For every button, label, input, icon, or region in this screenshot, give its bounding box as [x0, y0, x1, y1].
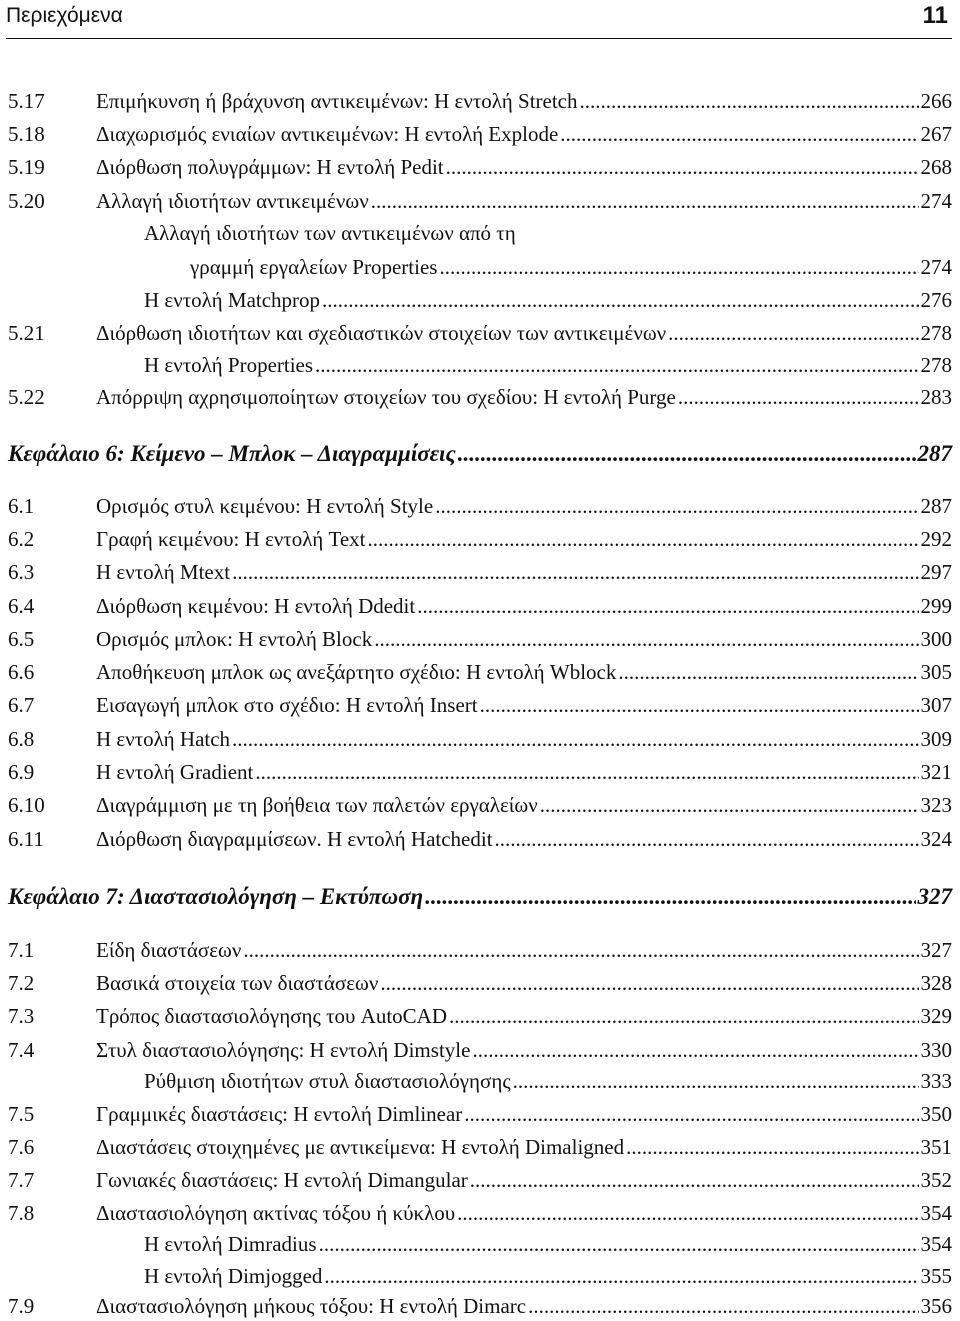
- toc-entry: [8, 524, 952, 554]
- toc-entry: [8, 935, 952, 965]
- toc-entry: [8, 119, 952, 149]
- dot-leader: [425, 880, 915, 914]
- toc-entry: [8, 557, 952, 587]
- toc-entry-title: Αλλαγή ιδιοτήτων αντικειμένων: [96, 189, 369, 213]
- toc-entry-title: Διόρθωση κειμένου: Η εντολή Ddedit: [96, 594, 416, 618]
- toc-entry-line: [8, 437, 952, 471]
- page-number: 11: [922, 2, 948, 29]
- toc-page-number: 327: [920, 938, 952, 962]
- toc-entry-line: [96, 690, 952, 720]
- toc-page-number: 283: [920, 385, 952, 409]
- toc-entry-title: Διαστασιολόγηση μήκους τόξου: Η εντολή Dimarc: [96, 1294, 527, 1318]
- toc-entry-line: [96, 757, 952, 787]
- toc-page-number: 333: [920, 1069, 952, 1093]
- toc-page-number: 355: [920, 1264, 952, 1288]
- toc-entry: [8, 152, 952, 182]
- toc-entry-line: [190, 252, 952, 282]
- toc-section-number: 5.21: [8, 321, 45, 345]
- toc-entry-line: [144, 218, 516, 248]
- toc-page-number: 323: [920, 793, 952, 817]
- dot-leader: [513, 1066, 919, 1096]
- toc-page-number: 297: [920, 560, 952, 584]
- toc-section-number: 7.6: [8, 1135, 35, 1159]
- toc-page-number: 287: [920, 494, 952, 518]
- running-title: Περιεχόμενα: [6, 4, 123, 27]
- toc-section-number: 5.20: [8, 189, 45, 213]
- toc-entry: [8, 1198, 952, 1228]
- toc-entry-title: Διόρθωση ιδιοτήτων και σχεδιαστικών στοιχείων των αντικειμένων: [96, 321, 667, 345]
- toc-page-number: 287: [917, 441, 952, 466]
- toc-page-number: 352: [920, 1168, 952, 1192]
- toc-page-number: 328: [920, 971, 952, 995]
- toc-entry-title: Εισαγωγή μπλοκ στο σχέδιο: Η εντολή Insert: [96, 693, 478, 717]
- toc-entry-line: [144, 1229, 952, 1259]
- toc-entry: [8, 690, 952, 720]
- toc-entry-title: Τρόπος διαστασιολόγησης του AutoCAD: [96, 1004, 447, 1028]
- toc-section-number: 6.4: [8, 594, 35, 618]
- dot-leader: [560, 119, 918, 149]
- toc-section-number: 6.8: [8, 727, 35, 751]
- toc-section-number: 6.9: [8, 760, 35, 784]
- toc-entry-title: Ρύθμιση ιδιοτήτων στυλ διαστασιολόγησης: [144, 1069, 511, 1093]
- toc-page-number: 274: [920, 189, 952, 213]
- toc-chapter-heading: [8, 437, 952, 471]
- toc-entry-title: Η εντολή Dimradius: [144, 1232, 317, 1256]
- dot-leader: [480, 690, 919, 720]
- toc-entry-line: [96, 624, 952, 654]
- dot-leader: [464, 1099, 918, 1129]
- dot-leader: [371, 186, 919, 216]
- toc-page-number: 351: [920, 1135, 952, 1159]
- toc-entry-title: Γραφή κειμένου: Η εντολή Text: [96, 527, 366, 551]
- dot-leader: [374, 624, 918, 654]
- toc-entry: [8, 1001, 952, 1031]
- toc-section-number: 7.2: [8, 971, 35, 995]
- dot-leader: [243, 935, 918, 965]
- chapter-title: Κεφάλαιο 6: Κείμενο – Μπλοκ – Διαγραμμίσεις: [8, 441, 456, 466]
- toc-entry: [8, 285, 952, 315]
- toc-entry: [8, 318, 952, 348]
- toc-entry-title: Η εντολή Gradient: [96, 760, 254, 784]
- dot-leader: [435, 491, 918, 521]
- toc-entry-line: [144, 1261, 952, 1291]
- dot-leader: [470, 1165, 919, 1195]
- toc-section-number: 6.2: [8, 527, 35, 551]
- toc-section-number: 6.1: [8, 494, 35, 518]
- toc-entry-line: [96, 119, 952, 149]
- toc-page-number: 300: [920, 627, 952, 651]
- dot-leader: [324, 1261, 918, 1291]
- toc-entry: [8, 1099, 952, 1129]
- toc-entry-title: Αποθήκευση μπλοκ ως ανεξάρτητο σχέδιο: Η εντολή Wblock: [96, 660, 617, 684]
- toc-entry-line: [96, 790, 952, 820]
- toc-entry-title: Γραμμικές διαστάσεις: Η εντολή Dimlinear: [96, 1102, 463, 1126]
- toc-entry: [8, 968, 952, 998]
- toc-entry-line: [96, 968, 952, 998]
- dot-leader: [678, 382, 919, 412]
- dot-leader: [232, 724, 918, 754]
- toc-section-number: 7.9: [8, 1294, 35, 1318]
- toc-section-number: 6.6: [8, 660, 35, 684]
- toc-entry: [8, 657, 952, 687]
- page-header: [6, 0, 952, 39]
- toc-entry-title: Γωνιακές διαστάσεις: Η εντολή Dimangular: [96, 1168, 468, 1192]
- toc-entry-title: Βασικά στοιχεία των διαστάσεων: [96, 971, 379, 995]
- toc-entry-title: Είδη διαστάσεων: [96, 938, 242, 962]
- toc-section-number: 5.22: [8, 385, 45, 409]
- toc-page-number: 278: [920, 321, 952, 345]
- toc-entry: [8, 1291, 952, 1321]
- toc-entry-title: Η εντολή Hatch: [96, 727, 231, 751]
- toc-entry: [8, 757, 952, 787]
- toc-entry: [8, 624, 952, 654]
- toc-entry-line: [96, 1035, 952, 1065]
- dot-leader: [449, 1001, 919, 1031]
- dot-leader: [446, 152, 919, 182]
- toc-section-number: 6.3: [8, 560, 35, 584]
- toc-entry-title: Στυλ διαστασιολόγησης: Η εντολή Dimstyle: [96, 1038, 471, 1062]
- dot-leader: [457, 1198, 918, 1228]
- toc-entry-title: Απόρριψη αχρησιμοποίητων στοιχείων του σχεδίου: Η εντολή Purge: [96, 385, 676, 409]
- toc-entry-title: Η εντολή Matchprop: [144, 288, 321, 312]
- toc-entry-title: Διαστασιολόγηση ακτίνας τόξου ή κύκλου: [96, 1201, 456, 1225]
- toc-section-number: 7.8: [8, 1201, 35, 1225]
- toc-section-number: 7.4: [8, 1038, 35, 1062]
- toc-entry: [8, 218, 952, 248]
- dot-leader: [458, 437, 916, 471]
- toc-entry-title: γραμμή εργαλείων Properties: [190, 255, 438, 279]
- toc-entry: [8, 1165, 952, 1195]
- toc-page-number: 354: [920, 1232, 952, 1256]
- toc-page-number: 350: [920, 1102, 952, 1126]
- toc-entry-line: [144, 1066, 952, 1096]
- dot-leader: [319, 1229, 919, 1259]
- toc-entry-title: Ορισμός στυλ κειμένου: Η εντολή Style: [96, 494, 434, 518]
- toc-entry: [8, 252, 952, 282]
- toc-section-number: 5.17: [8, 89, 45, 113]
- toc-section-number: 6.7: [8, 693, 35, 717]
- dot-leader: [618, 657, 918, 687]
- toc-entry-title: Επιμήκυνση ή βράχυνση αντικειμένων: Η εντολή Stretch: [96, 89, 578, 113]
- dot-leader: [495, 824, 919, 854]
- toc-page-number: 274: [920, 255, 952, 279]
- toc-entry-line: [96, 524, 952, 554]
- toc-page-number: 329: [920, 1004, 952, 1028]
- toc-entry-line: [96, 824, 952, 854]
- dot-leader: [626, 1132, 918, 1162]
- toc-section-number: 5.19: [8, 155, 45, 179]
- toc-entry-line: [96, 382, 952, 412]
- dot-leader: [580, 86, 919, 116]
- toc-entry: [8, 724, 952, 754]
- chapter-title: Κεφάλαιο 7: Διαστασιολόγηση – Εκτύπωση: [8, 884, 424, 909]
- dot-leader: [322, 285, 918, 315]
- toc-entry-title: Η εντολή Properties: [144, 353, 314, 377]
- toc-section-number: 7.1: [8, 938, 35, 962]
- toc-entry-title: Η εντολή Mtext: [96, 560, 231, 584]
- toc-entry-line: [96, 1198, 952, 1228]
- toc-page-number: 276: [920, 288, 952, 312]
- toc-entry-line: [96, 1099, 952, 1129]
- toc-entry-line: [96, 724, 952, 754]
- toc-entry-title: Διαχωρισμός ενιαίων αντικειμένων: Η εντολή Explode: [96, 122, 559, 146]
- toc-section-number: 5.18: [8, 122, 45, 146]
- toc-entry: [8, 1066, 952, 1096]
- toc-page-number: 278: [920, 353, 952, 377]
- toc-entry-title: Διαγράμμιση με τη βοήθεια των παλετών εργαλείων: [96, 793, 538, 817]
- toc-page-number: 330: [920, 1038, 952, 1062]
- dot-leader: [417, 591, 918, 621]
- dot-leader: [368, 524, 919, 554]
- toc-entry-title: Αλλαγή ιδιοτήτων των αντικειμένων από τη: [144, 221, 516, 245]
- toc-entry: [8, 790, 952, 820]
- dot-leader: [315, 350, 918, 380]
- toc-page-number: 266: [920, 89, 952, 113]
- toc-entry: [8, 1035, 952, 1065]
- toc-entry-line: [144, 350, 952, 380]
- toc-section-number: 6.10: [8, 793, 45, 817]
- toc-page-number: 354: [920, 1201, 952, 1225]
- toc-section-number: 6.5: [8, 627, 35, 651]
- toc-page-number: 267: [920, 122, 952, 146]
- toc-page-number: 321: [920, 760, 952, 784]
- toc-entry-line: [96, 318, 952, 348]
- toc-entry-line: [96, 1132, 952, 1162]
- toc-section-number: 6.11: [8, 827, 44, 851]
- toc-page-number: 307: [920, 693, 952, 717]
- toc-entry: [8, 382, 952, 412]
- toc-entry-line: [96, 591, 952, 621]
- toc-entry: [8, 491, 952, 521]
- toc-entry-line: [96, 86, 952, 116]
- dot-leader: [540, 790, 919, 820]
- toc-section-number: 7.5: [8, 1102, 35, 1126]
- toc-entry-line: [96, 657, 952, 687]
- toc-page-number: 327: [917, 884, 952, 909]
- dot-leader: [232, 557, 918, 587]
- toc-page-number: 356: [920, 1294, 952, 1318]
- toc-section-number: 7.3: [8, 1004, 35, 1028]
- dot-leader: [380, 968, 918, 998]
- toc-entry-line: [96, 1291, 952, 1321]
- dot-leader: [255, 757, 918, 787]
- toc-entry: [8, 1261, 952, 1291]
- toc-entry: [8, 186, 952, 216]
- dot-leader: [472, 1035, 918, 1065]
- toc-entry-title: Διόρθωση πολυγράμμων: Η εντολή Pedit: [96, 155, 444, 179]
- dot-leader: [528, 1291, 918, 1321]
- toc-entry: [8, 350, 952, 380]
- toc-entry-line: [96, 491, 952, 521]
- toc-entry-line: [96, 1165, 952, 1195]
- toc-entry-line: [96, 935, 952, 965]
- toc-entry-line: [8, 880, 952, 914]
- dot-leader: [439, 252, 918, 282]
- toc-page-number: 324: [920, 827, 952, 851]
- toc-entry: [8, 591, 952, 621]
- toc-page-number: 305: [920, 660, 952, 684]
- toc-entry-title: Ορισμός μπλοκ: Η εντολή Block: [96, 627, 373, 651]
- toc-page-number: 299: [920, 594, 952, 618]
- toc-entry-title: Διόρθωση διαγραμμίσεων. Η εντολή Hatchedit: [96, 827, 493, 851]
- toc-entry-line: [96, 1001, 952, 1031]
- toc-entry-line: [144, 285, 952, 315]
- toc-entry: [8, 1229, 952, 1259]
- toc-page-number: 268: [920, 155, 952, 179]
- toc-entry: [8, 824, 952, 854]
- dot-leader: [668, 318, 918, 348]
- toc-entry: [8, 86, 952, 116]
- toc-entry: [8, 1132, 952, 1162]
- toc-page-number: 309: [920, 727, 952, 751]
- toc-section-number: 7.7: [8, 1168, 35, 1192]
- toc-chapter-heading: [8, 880, 952, 914]
- toc-entry-title: Διαστάσεις στοιχημένες με αντικείμενα: Η εντολή Dimaligned: [96, 1135, 625, 1159]
- toc-entry-title: Η εντολή Dimjogged: [144, 1264, 323, 1288]
- toc-entry-line: [96, 152, 952, 182]
- toc-entry-line: [96, 557, 952, 587]
- toc-page-number: 292: [920, 527, 952, 551]
- toc-entry-line: [96, 186, 952, 216]
